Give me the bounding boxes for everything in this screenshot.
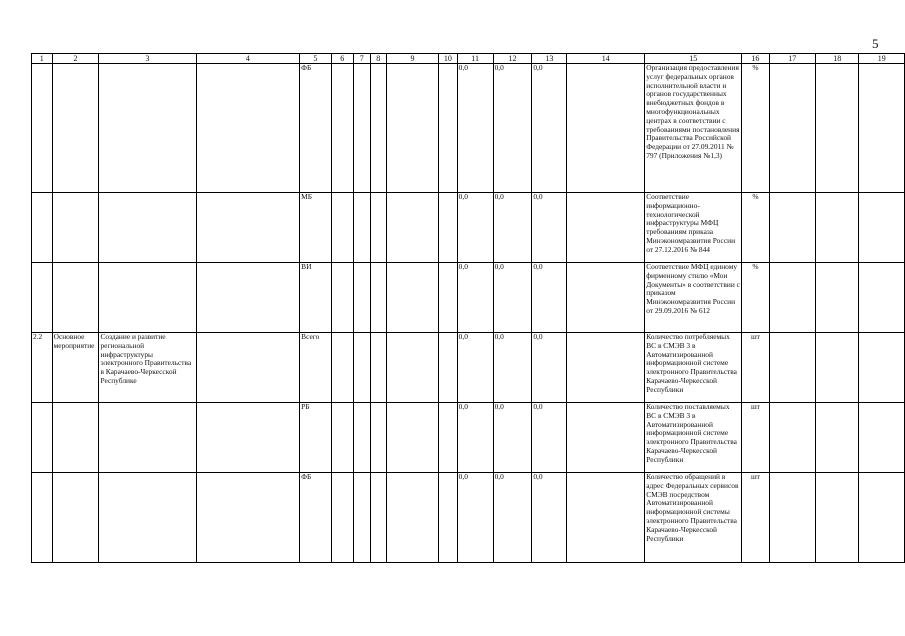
cell-name (99, 193, 196, 263)
cell-empty (815, 403, 859, 473)
cell-empty (353, 333, 370, 403)
cell-empty (370, 193, 387, 263)
cell-empty (769, 403, 815, 473)
cell-empty (331, 64, 353, 193)
table-row (32, 333, 905, 403)
cell-value-13: 0,0 (532, 263, 567, 333)
cell-indicator: Количество поставляемых ВС в СМЭВ 3 в Автоматизированной информационной системе электронного Правительства Карачаево-Черкесской Республики (645, 403, 742, 473)
cell-empty (769, 473, 815, 563)
cell-value-12: 0,0 (493, 473, 532, 563)
cell-status (52, 403, 99, 473)
cell-empty (439, 333, 458, 403)
header-cell: 4 (196, 54, 300, 64)
cell-empty (196, 473, 300, 563)
cell-empty (859, 403, 905, 473)
cell-empty (567, 64, 645, 193)
cell-value-13: 0,0 (532, 333, 567, 403)
header-cell: 18 (815, 54, 859, 64)
cell-source: ФБ (300, 473, 332, 563)
cell-value-11: 0,0 (457, 333, 493, 403)
table-row (32, 193, 905, 263)
cell-empty (196, 333, 300, 403)
cell-empty (387, 333, 439, 403)
cell-empty (353, 193, 370, 263)
cell-empty (769, 193, 815, 263)
header-row (32, 54, 905, 64)
cell-status (52, 193, 99, 263)
cell-empty (331, 473, 353, 563)
cell-empty (815, 333, 859, 403)
cell-value-13: 0,0 (532, 403, 567, 473)
cell-empty (331, 333, 353, 403)
cell-empty (370, 263, 387, 333)
cell-indicator: Соответствие информационно-технологической инфраструктуры МФЦ требованиям приказа Минэкономразвития России от 27.12.2016 № 844 (645, 193, 742, 263)
header-cell: 6 (331, 54, 353, 64)
cell-empty (859, 473, 905, 563)
cell-source: ВИ (300, 263, 332, 333)
cell-value-12: 0,0 (493, 263, 532, 333)
cell-empty (196, 64, 300, 193)
cell-indicator: Количество потребляемых ВС в СМЭВ 3 в Автоматизированной информационной системе электронного Правительства Карачаево-Черкесской Республики (645, 333, 742, 403)
table-row (32, 403, 905, 473)
cell-unit: шт (742, 473, 769, 563)
cell-empty (859, 64, 905, 193)
page-number: 5 (872, 36, 879, 51)
cell-source: РБ (300, 403, 332, 473)
cell-empty (567, 263, 645, 333)
cell-empty (353, 403, 370, 473)
cell-empty (859, 193, 905, 263)
cell-value-11: 0,0 (457, 64, 493, 193)
cell-source: МБ (300, 193, 332, 263)
cell-empty (353, 473, 370, 563)
cell-empty (769, 333, 815, 403)
cell-empty (567, 333, 645, 403)
cell-empty (387, 193, 439, 263)
cell-empty (196, 193, 300, 263)
cell-unit: % (742, 64, 769, 193)
header-cell: 16 (742, 54, 769, 64)
cell-number: 2.2 (32, 333, 53, 403)
cell-empty (567, 473, 645, 563)
cell-empty (387, 64, 439, 193)
cell-value-12: 0,0 (493, 333, 532, 403)
cell-empty (815, 263, 859, 333)
cell-empty (387, 403, 439, 473)
cell-name (99, 403, 196, 473)
cell-value-12: 0,0 (493, 64, 532, 193)
cell-value-11: 0,0 (457, 193, 493, 263)
cell-empty (331, 403, 353, 473)
program-table (31, 53, 905, 563)
cell-unit: шт (742, 333, 769, 403)
cell-value-13: 0,0 (532, 64, 567, 193)
cell-empty (370, 473, 387, 563)
cell-empty (815, 193, 859, 263)
cell-number (32, 64, 53, 193)
cell-status (52, 263, 99, 333)
cell-status (52, 473, 99, 563)
header-cell: 2 (52, 54, 99, 64)
cell-empty (439, 473, 458, 563)
header-cell: 10 (439, 54, 458, 64)
cell-empty (815, 64, 859, 193)
cell-empty (353, 263, 370, 333)
cell-empty (331, 193, 353, 263)
header-cell: 19 (859, 54, 905, 64)
cell-empty (439, 263, 458, 333)
header-cell: 14 (567, 54, 645, 64)
cell-name (99, 64, 196, 193)
header-cell: 11 (457, 54, 493, 64)
cell-empty (439, 193, 458, 263)
cell-unit: % (742, 193, 769, 263)
cell-source: Всего (300, 333, 332, 403)
cell-empty (196, 403, 300, 473)
cell-empty (769, 64, 815, 193)
cell-empty (859, 263, 905, 333)
cell-name (99, 473, 196, 563)
cell-number (32, 263, 53, 333)
cell-empty (439, 64, 458, 193)
cell-value-13: 0,0 (532, 473, 567, 563)
header-cell: 13 (532, 54, 567, 64)
cell-indicator: Соответствие МФЦ единому фирменному стилю «Мои Документы» в соответствии с приказом Минэкономразвития России от 29.09.2016 № 612 (645, 263, 742, 333)
header-cell: 15 (645, 54, 742, 64)
table-row (32, 263, 905, 333)
cell-value-11: 0,0 (457, 403, 493, 473)
cell-empty (331, 263, 353, 333)
cell-name: Создание и развитие региональной инфраструктуры электронного Правительства в Карачаево-Черкесской Республике (99, 333, 196, 403)
header-cell: 3 (99, 54, 196, 64)
cell-unit: шт (742, 403, 769, 473)
cell-indicator: Количество обращений в адрес Федеральных сервисов СМЭВ посредством Автоматизированной информационной системы электронного Правительства Карачаево-Черкесской Республики (645, 473, 742, 563)
cell-number (32, 193, 53, 263)
cell-value-12: 0,0 (493, 403, 532, 473)
cell-value-13: 0,0 (532, 193, 567, 263)
cell-source: ФБ (300, 64, 332, 193)
cell-empty (387, 473, 439, 563)
cell-empty (370, 64, 387, 193)
cell-value-11: 0,0 (457, 473, 493, 563)
header-cell: 7 (353, 54, 370, 64)
cell-number (32, 473, 53, 563)
cell-value-11: 0,0 (457, 263, 493, 333)
cell-status (52, 64, 99, 193)
cell-empty (353, 64, 370, 193)
cell-indicator: Организация предоставления услуг федеральных органов исполнительной власти и органов государственных внебюджетных фондов в многофункциональных центрах в соответствии с требованиями постановления Правительства Российской Федерации от 27.09.2011 № 797 (Приложения №1,3) (645, 64, 742, 193)
cell-empty (567, 403, 645, 473)
header-cell: 17 (769, 54, 815, 64)
cell-empty (769, 263, 815, 333)
cell-number (32, 403, 53, 473)
cell-empty (439, 403, 458, 473)
cell-empty (196, 263, 300, 333)
table-row (32, 473, 905, 563)
header-cell: 12 (493, 54, 532, 64)
cell-empty (859, 333, 905, 403)
cell-value-12: 0,0 (493, 193, 532, 263)
cell-empty (567, 193, 645, 263)
cell-empty (815, 473, 859, 563)
cell-empty (370, 333, 387, 403)
cell-name (99, 263, 196, 333)
cell-empty (387, 263, 439, 333)
header-cell: 5 (300, 54, 332, 64)
cell-empty (370, 403, 387, 473)
header-cell: 8 (370, 54, 387, 64)
cell-status: Основное мероприятие (52, 333, 99, 403)
header-cell: 9 (387, 54, 439, 64)
cell-unit: % (742, 263, 769, 333)
table-row (32, 64, 905, 193)
header-cell: 1 (32, 54, 53, 64)
